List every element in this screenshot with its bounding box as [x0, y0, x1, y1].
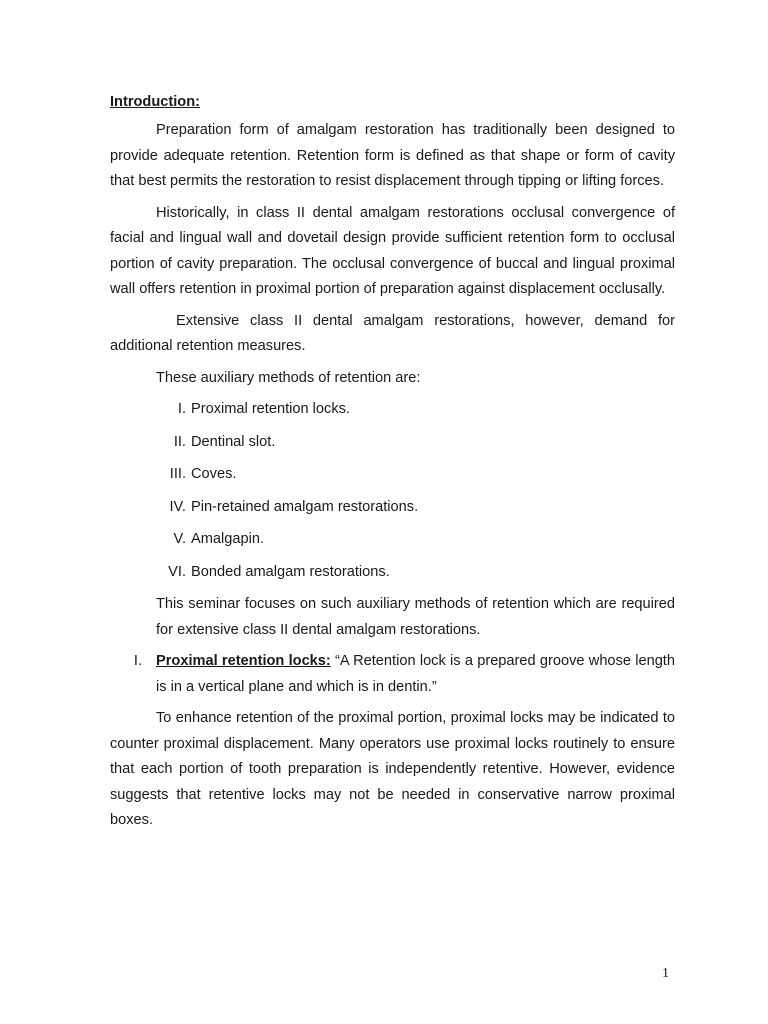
list-item [110, 430, 675, 456]
list-item [110, 560, 675, 586]
list-number: V. [173, 531, 186, 547]
list-number: III. [169, 466, 186, 482]
paragraph-auxiliary-intro: These auxiliary methods of retention are: [156, 369, 421, 386]
paragraph-historically: Historically, in class II dental amalgam restorations occlusal convergence of facial and lingual wall and dovetail design provide sufficient retention form to occlusal portion of cavity preparation. The occlusal convergence of buccal and lingual proximal wall offers retention in proximal portion of preparation against displacement occlusally. [110, 204, 675, 297]
list-item [110, 462, 675, 488]
list-text: Bonded amalgam restorations. [191, 563, 390, 580]
list-number: I. [177, 401, 186, 417]
list-text: Amalgapin. [191, 531, 265, 547]
list-item [110, 527, 675, 553]
list-number: II. [173, 433, 186, 450]
paragraph-extensive: Extensive class II dental amalgam restorations, however, demand for additional retention measures. [110, 312, 675, 354]
document-body [110, 92, 675, 840]
section-lead-term: Proximal retention locks: [156, 653, 331, 669]
list-text: Pin-retained amalgam restorations. [191, 498, 419, 515]
list-text: Coves. [191, 466, 237, 482]
list-item [110, 495, 675, 521]
section-number: I. [133, 653, 142, 669]
list-number: VI. [168, 563, 186, 580]
retention-methods-list [110, 397, 675, 585]
list-text: Proximal retention locks. [191, 401, 350, 417]
section-proximal-locks [110, 649, 675, 700]
paragraph-preparation-form: Preparation form of amalgam restoration has traditionally been designed to provide adequate retention. Retention form is defined as that shape or form of cavity that best permits the restoration to resist displacement through tipping or lifting forces. [110, 122, 675, 189]
list-text: Dentinal slot. [191, 433, 276, 450]
page-number: 1 [662, 966, 669, 981]
paragraph-enhance-retention: To enhance retention of the proximal portion, proximal locks may be indicated to counter proximal displacement. Many operators use proximal locks routinely to ensure that each portion of tooth preparation is independently retentive. However, evidence suggests that retentive locks may not be needed in conservative narrow proximal boxes. [110, 710, 675, 828]
list-number: IV. [169, 498, 186, 515]
section-definition: “A Retention lock is a prepared groove whose length is in a vertical plane and which is in dentin.” [156, 653, 675, 695]
section-heading: Introduction: [110, 94, 200, 110]
paragraph-seminar-focus: This seminar focuses on such auxiliary methods of retention which are required for extensive class II dental amalgam restorations. [156, 596, 675, 638]
list-item [110, 397, 675, 423]
